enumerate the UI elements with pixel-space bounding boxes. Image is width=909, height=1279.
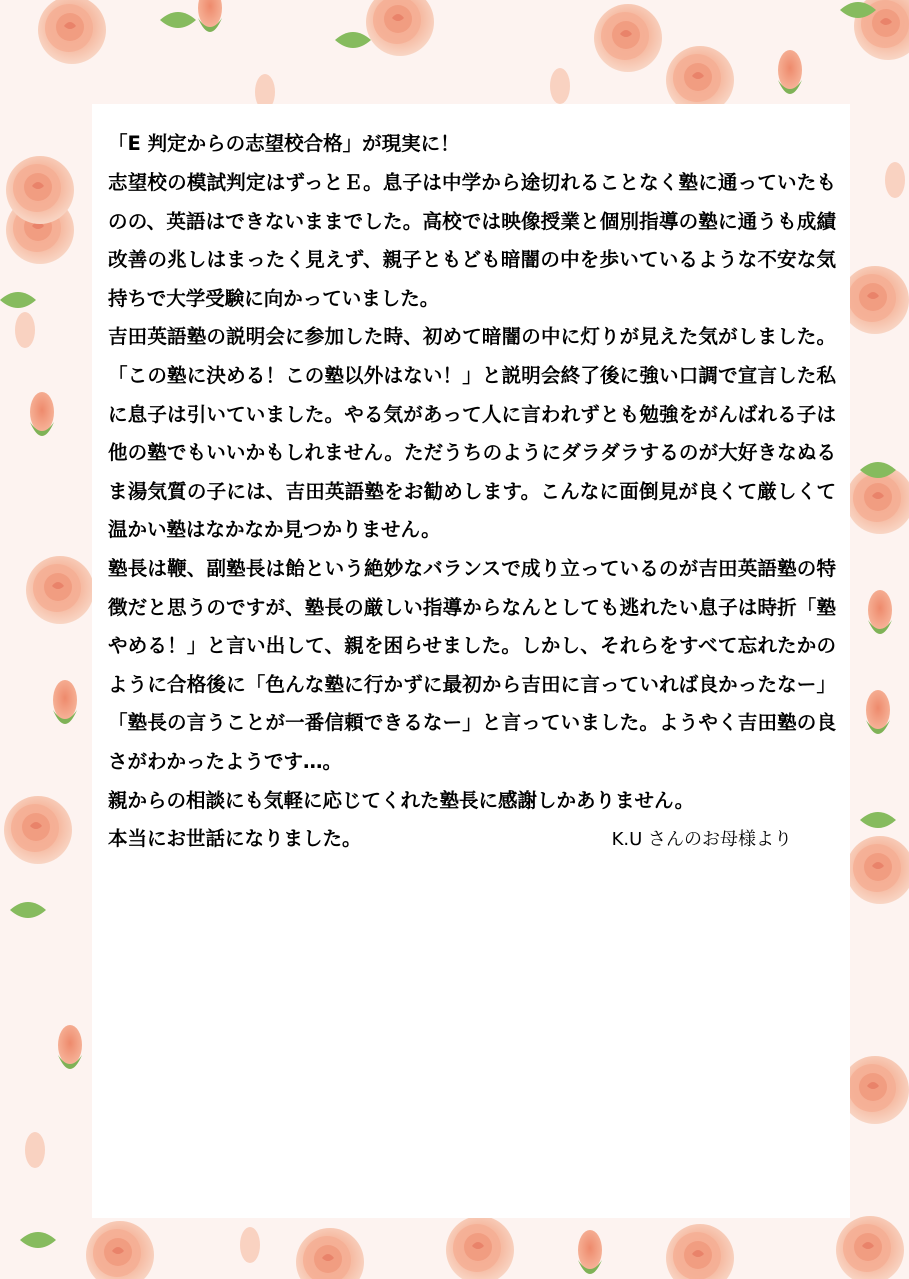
letter-paragraph-1: 志望校の模試判定はずっとＥ。息子は中学から途切れることなく塾に通っていたものの、英語はできないままでした。高校では映像授業と個別指導の塾に通うも成績改善の兆しはまったく見えず、親子ともども暗闇の中を歩いているような不安な気持ちで大学受験に向かっていました。 [108, 171, 836, 310]
letter-body [108, 164, 836, 860]
letter-paper [92, 104, 850, 1218]
signature: K.U さんのお母様より [611, 829, 792, 851]
letter-paragraph-3: 塾長は鞭、副塾長は飴という絶妙なバランスで成り立っているのが吉田英語塾の特徴だと思うのですが、塾長の厳しい指導からなんとしても逃れたい息子は時折「塾やめる！」と言い出して、親を困らせました。しかし、それらをすべて忘れたかのように合格後に「色んな塾に行かずに最初から吉田に言っていれば良かったなー」「塾長の言うことが一番信頼できるなー」と言っていました。ようやく吉田塾の良さがわかったようです…。 [108, 556, 836, 773]
letter-title: 「E 判定からの志望校合格」が現実に！ [108, 132, 460, 155]
closing-row [108, 820, 836, 860]
letter-paragraph-2: 吉田英語塾の説明会に参加した時、初めて暗闇の中に灯りが見えた気がしました。「この塾に決める！この塾以外はない！」と説明会終了後に強い口調で宣言した私に息子は引いていました。やる気があって人に言われずとも勉強をがんばれる子は他の塾でもいいかもしれません。ただうちのようにダラダラするのが大好きなぬるま湯気質の子には、吉田英語塾をお勧めします。こんなに面倒見が良くて厳しくて温かい塾はなかなか見つかりません。 [108, 325, 836, 542]
letter-paragraph-4: 親からの相談にも気軽に応じてくれた塾長に感謝しかありません。 [108, 788, 695, 812]
closing-line: 本当にお世話になりました。 [108, 827, 362, 851]
